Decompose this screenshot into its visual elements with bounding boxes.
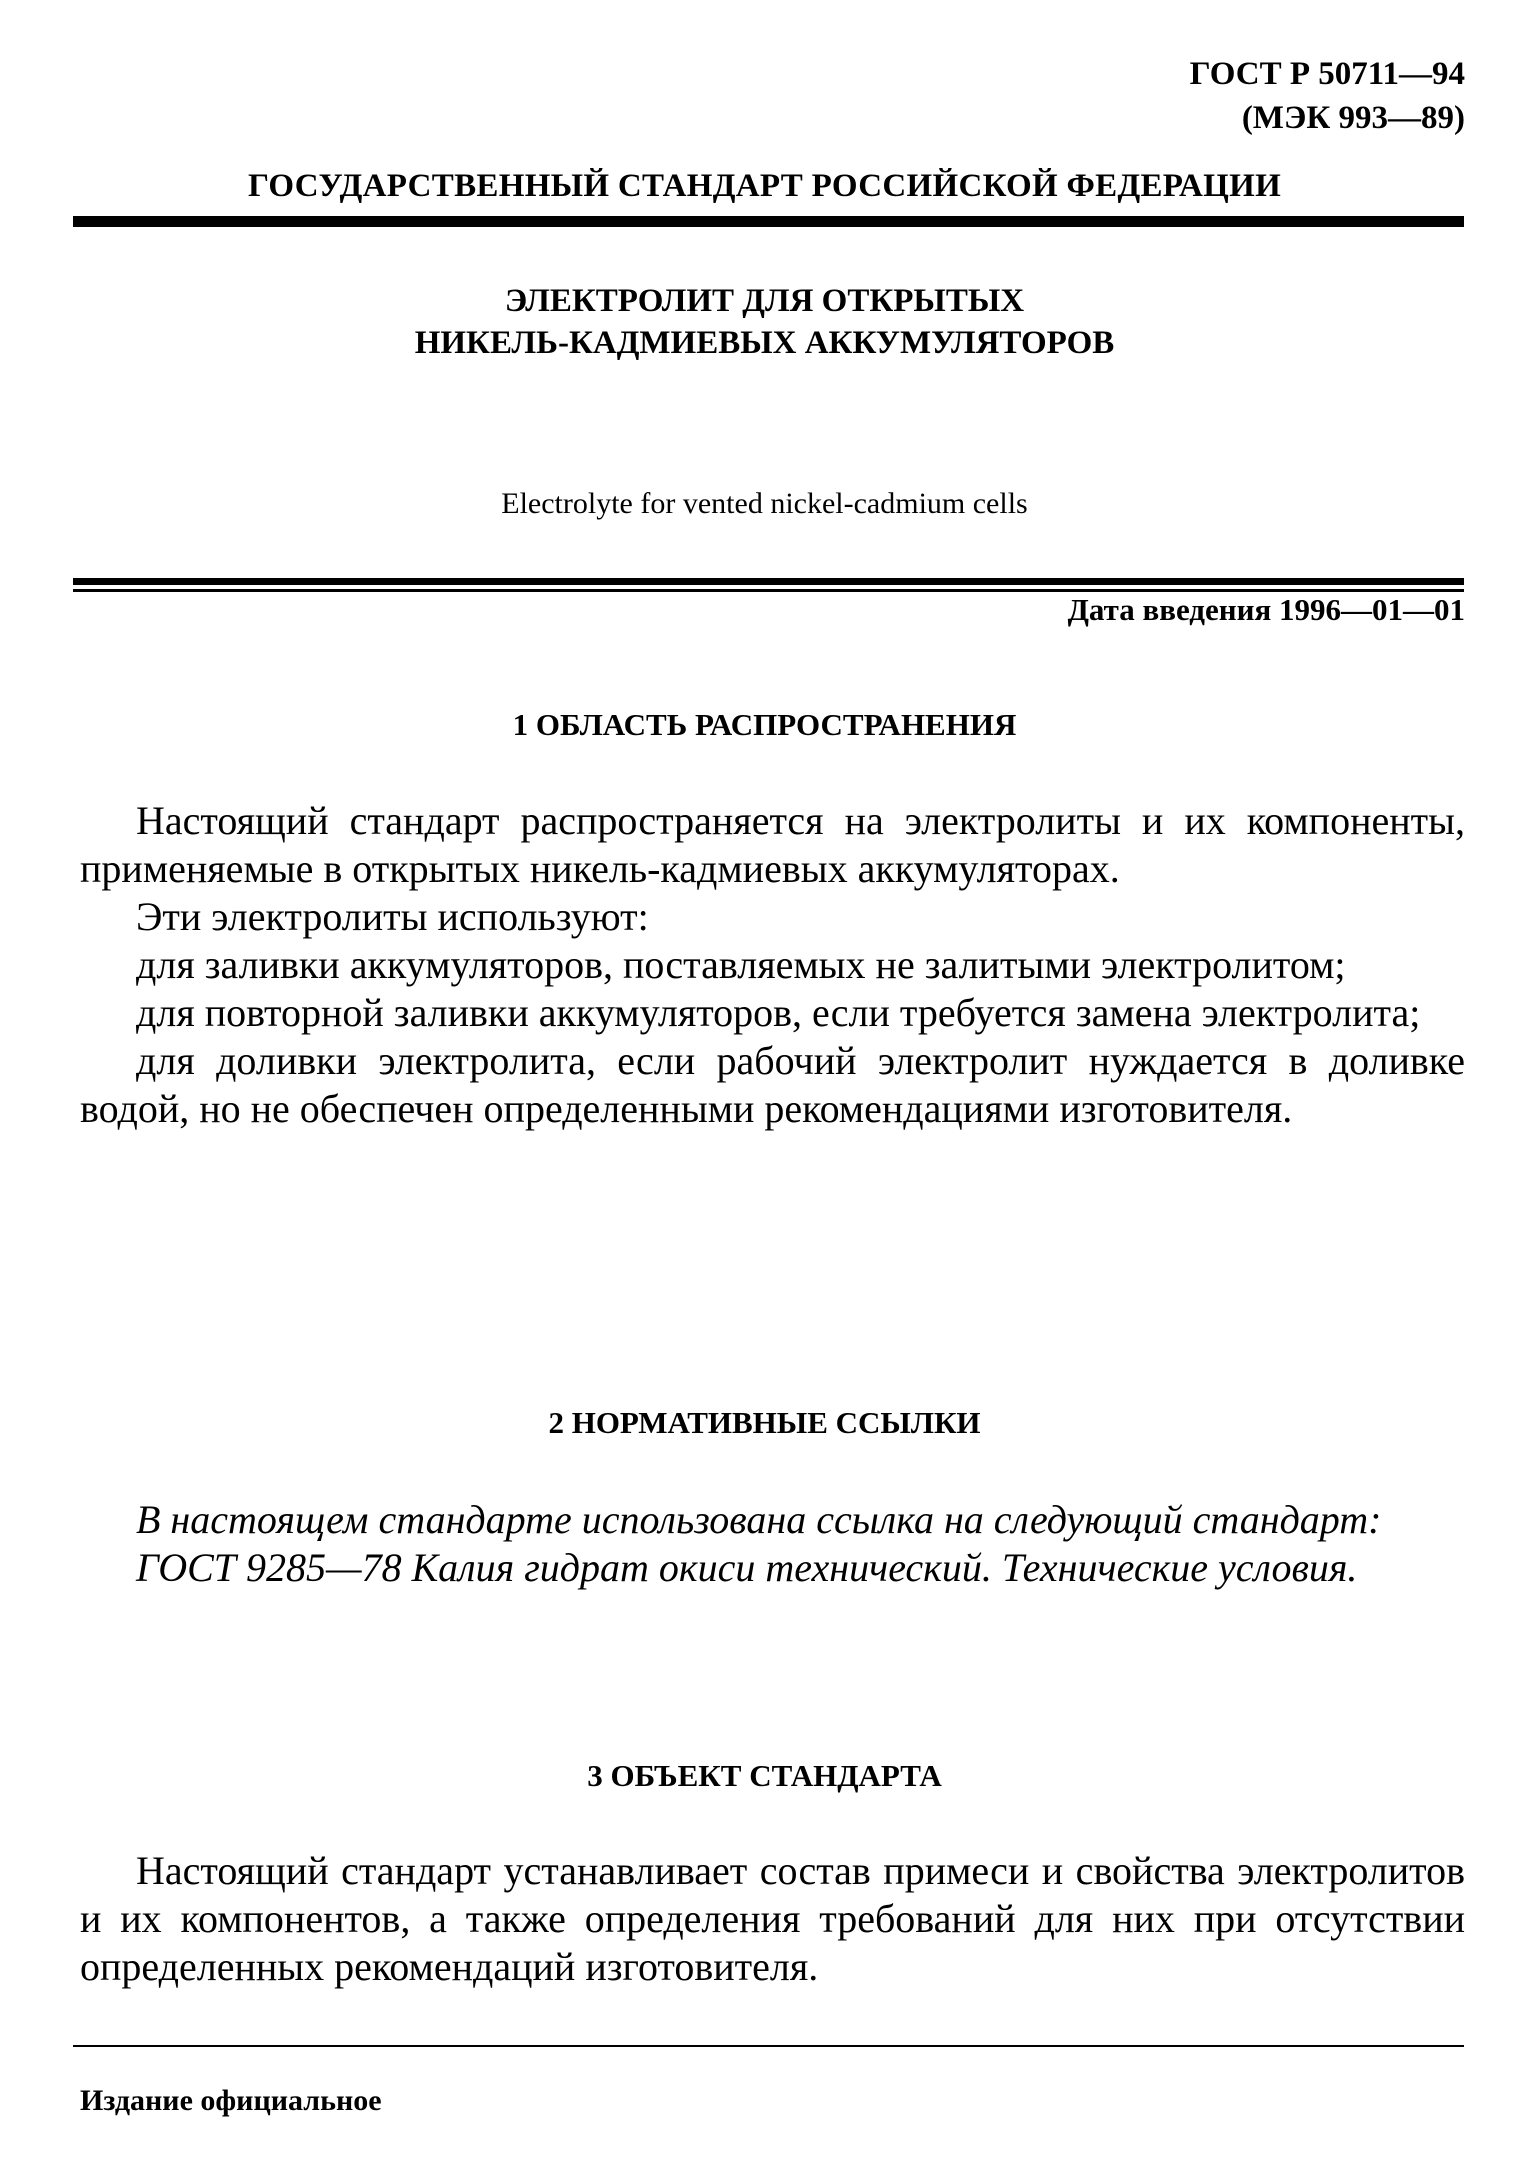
document-title-line-1: ЭЛЕКТРОЛИТ ДЛЯ ОТКРЫТЫХ bbox=[504, 283, 1025, 319]
iec-number: (МЭК 993—89) bbox=[1241, 100, 1465, 136]
gost-number: ГОСТ Р 50711—94 bbox=[1189, 56, 1465, 92]
section-1-paragraph: для повторной заливки аккумуляторов, если требуется замена электролита; bbox=[136, 990, 1421, 1035]
section-2-paragraph: ГОСТ 9285—78 Калия гидрат окиси технический. Технические условия. bbox=[136, 1545, 1358, 1590]
document-title-line-2: НИКЕЛЬ-КАДМИЕВЫХ АККУМУЛЯТОРОВ bbox=[414, 325, 1115, 361]
section-1-paragraph: для заливки аккумуляторов, поставляемых не залитыми электролитом; bbox=[136, 942, 1346, 987]
section-2-heading: 2 НОРМАТИВНЫЕ ССЫЛКИ bbox=[548, 1405, 981, 1440]
header-rule bbox=[73, 216, 1464, 227]
english-title: Electrolyte for vented nickel-cadmium cells bbox=[501, 487, 1028, 520]
section-2-paragraph: В настоящем стандарте использована ссылка на следующий стандарт: bbox=[136, 1497, 1382, 1542]
introduction-date: Дата введения 1996—01—01 bbox=[1067, 592, 1465, 627]
section-1-paragraph: Эти электролиты используют: bbox=[136, 894, 649, 939]
section-1-paragraph: для доливки электролита, если рабочий электролит нуждается в доливке водой, но не обеспечен определенными рекомендациями изготовителя. bbox=[80, 1038, 1465, 1131]
section-1-paragraph: Настоящий стандарт распространяется на электролиты и их компоненты, применяемые в открытых никель-кадмиевых аккумуляторах. bbox=[80, 798, 1465, 891]
section-3-body bbox=[80, 1847, 1465, 1991]
section-3-heading: 3 ОБЪЕКТ СТАНДАРТА bbox=[587, 1758, 942, 1793]
section-1-heading: 1 ОБЛАСТЬ РАСПРОСТРАНЕНИЯ bbox=[512, 707, 1017, 742]
footer-rule bbox=[73, 2045, 1464, 2047]
section-3-paragraph: Настоящий стандарт устанавливает состав примеси и свойства электролитов и их компонентов, а также определения требований для них при отсутствии определенных рекомендаций изготовителя. bbox=[80, 1848, 1465, 1989]
state-standard-title: ГОСУДАРСТВЕННЫЙ СТАНДАРТ РОССИЙСКОЙ ФЕДЕРАЦИИ bbox=[247, 168, 1282, 204]
document-title bbox=[0, 280, 1529, 364]
gost-code-block bbox=[1190, 52, 1465, 140]
section-2-body bbox=[80, 1496, 1465, 1592]
section-1-body bbox=[80, 797, 1465, 1133]
title-rule-thick bbox=[73, 578, 1464, 585]
edition-note: Издание официальное bbox=[80, 2084, 382, 2117]
